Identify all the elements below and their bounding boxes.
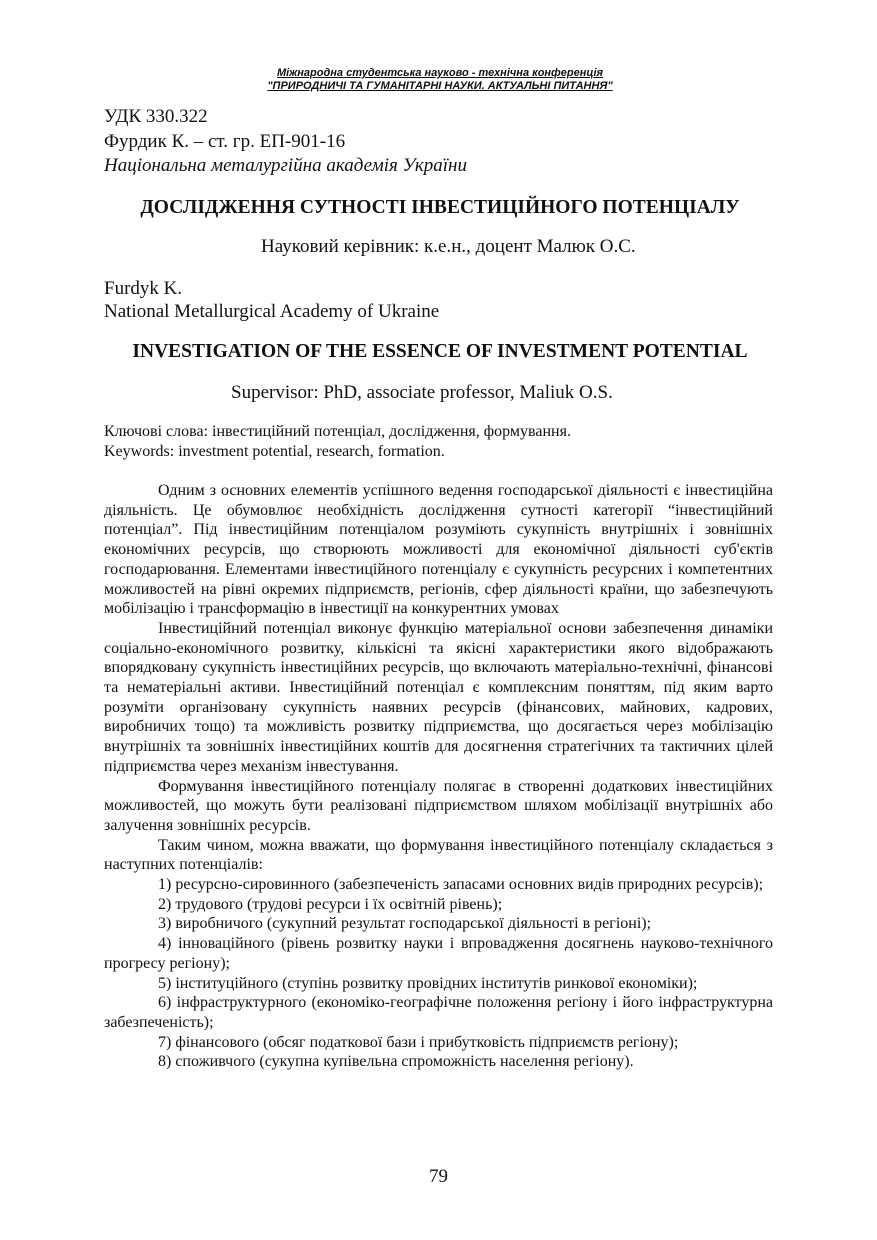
institution-en: National Metallurgical Academy of Ukraine <box>104 301 440 322</box>
page-number: 79 <box>429 1166 448 1187</box>
list-item: 3) виробничого (сукупний результат господарської діяльності в регіоні); <box>158 915 652 933</box>
supervisor-ua: Науковий керівник: к.е.н., доцент Малюк О.С. <box>261 236 636 257</box>
paragraph: Одним з основних елементів успішного ведення господарської діяльності є інвестиційна діяльність. Це обумовлює необхідність дослідження сутності категорії “інвестиційний потенціал”. Під інвестиційним потенціалом розуміють сукупність внутрішніх і зовнішніх економічних ресурсів, що створюють можливості для економічної діяльності суб'єктів господарювання. Елементами інвестиційного потенціалу є сукупність ресурсних і компетентних можливостей на рівні окремих підприємств, регіонів, сфер діяльності країни, що забезпечують мобілізацію і трансформацію в інвестиції на конкурентних умовах <box>104 482 773 618</box>
conference-name: Міжнародна студентська науково - технічна конференція <box>276 67 604 79</box>
list-item: 6) інфраструктурного (економіко-географічне положення регіону і його інфраструктурна забезпеченість); <box>104 994 773 1031</box>
author-en: Furdyk K. <box>104 278 183 299</box>
list-item: 1) ресурсно-сировинного (забезпеченість запасами основних видів природних ресурсів); <box>158 876 764 894</box>
institution-ua: Національна металургійна академія України <box>104 155 467 176</box>
keywords-ua: Ключові слова: інвестиційний потенціал, дослідження, формування. <box>104 423 571 440</box>
paragraph: Формування інвестиційного потенціалу полягає в створенні додаткових інвестиційних можливостей, що можуть бути реалізовані підприємством шляхом мобілізації внутрішніх або залучення зовнішніх ресурсів. <box>104 777 773 834</box>
conference-theme: "ПРИРОДНИЧІ ТА ГУМАНІТАРНІ НАУКИ. АКТУАЛЬНІ ПИТАННЯ" <box>267 80 613 92</box>
list-item: 8) споживчого (сукупна купівельна спроможність населення регіону). <box>158 1053 634 1071</box>
paragraph: Інвестиційний потенціал виконує функцію матеріальної основи забезпечення динаміки соціально-економічного розвитку, кількісні та якісні характеристики якого відображають впорядковану сукупність інвестиційних ресурсів, що включають матеріально-технічні, фінансові та нематеріальні активи. Інвестиційний потенціал є комплексним поняттям, під яким варто розуміти організовану сукупність наявних ресурсів (фінансових, майнових, кадрових, виробничих тощо) та можливість розвитку підприємства, що досягається через мобілізацію внутрішніх та зовнішніх інвестиційних коштів для досягнення стратегічних та тактичних цілей підприємства через механізм інвестування. <box>104 619 773 775</box>
keywords-en: Keywords: investment potential, research, formation. <box>104 443 445 460</box>
list-item: 2) трудового (трудові ресурси і їх освітній рівень); <box>158 895 503 913</box>
body-text <box>104 481 773 1072</box>
supervisor-en: Supervisor: PhD, associate professor, Maliuk O.S. <box>231 382 613 403</box>
paper-title-en: INVESTIGATION OF THE ESSENCE OF INVESTMENT POTENTIAL <box>132 341 748 362</box>
list-item: 4) інноваційного (рівень розвитку науки і впровадження досягнень науково-технічного прогресу регіону); <box>104 935 773 972</box>
conference-header <box>180 67 700 93</box>
list-item: 5) інституційного (ступінь розвитку провідних інститутів ринкової економіки); <box>158 974 698 992</box>
paragraph: Таким чином, можна вважати, що формування інвестиційного потенціалу складається з наступних потенціалів: <box>104 836 773 874</box>
udk-code: УДК 330.322 <box>104 106 208 127</box>
list-item: 7) фінансового (обсяг податкової бази і прибутковість підприємств регіону); <box>158 1033 679 1051</box>
author-ua: Фурдик К. – ст. гр. ЕП-901-16 <box>104 131 346 152</box>
paper-title-ua: ДОСЛІДЖЕННЯ СУТНОСТІ ІНВЕСТИЦІЙНОГО ПОТЕНЦІАЛУ <box>140 197 740 218</box>
